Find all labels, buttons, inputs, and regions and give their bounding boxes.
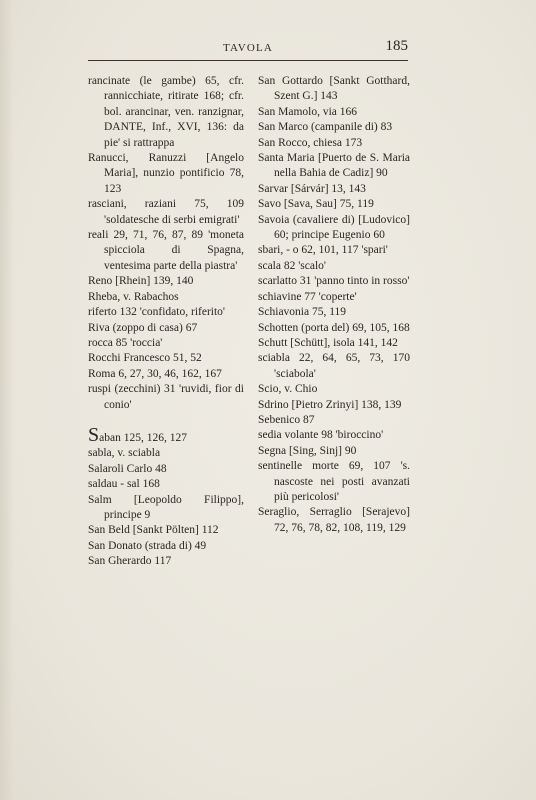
index-column-right (258, 74, 410, 536)
page-header (88, 40, 408, 60)
section-initial-letter: S (88, 423, 100, 446)
index-entry: Santa Maria [Puerto de S. Maria nella Bahia de Cadiz] 90 (258, 152, 410, 180)
index-entry: schiavine 77 'coperte' (258, 290, 357, 303)
index-entry: Roma 6, 27, 30, 46, 162, 167 (88, 367, 222, 380)
running-title: TAVOLA (222, 42, 274, 54)
page-binding-shadow (0, 0, 14, 800)
index-entry: San Mamolo, via 166 (258, 105, 358, 118)
index-entry: saldau - sal 168 (88, 478, 160, 491)
index-entry: Schiavonia 75, 119 (258, 306, 347, 319)
index-entry: San Marco (campanile di) 83 (258, 121, 393, 134)
index-entry (88, 423, 244, 446)
index-entry: sbari, - o 62, 101, 117 'spari' (258, 244, 388, 257)
index-entry: San Rocco, chiesa 173 (258, 136, 363, 149)
index-entry: Reno [Rhein] 139, 140 (88, 275, 194, 288)
index-entry-text: aban 125, 126, 127 (99, 431, 187, 444)
index-entry: rancinate (le gambe) 65, cfr. rannicchiate, ritirate 168; cfr. bol. arancinar, ven. ranzignar, DANTE, Inf., XVI, 136: da pie' si rattrappa (88, 75, 244, 149)
index-entry: Riva (zoppo di casa) 67 (88, 321, 198, 334)
index-entry: sedia volante 98 'biroccino' (258, 429, 384, 442)
index-entry: scala 82 'scalo' (258, 259, 327, 272)
header-rule (88, 60, 408, 61)
index-entry: reali 29, 71, 76, 87, 89 'moneta spicciola di Spagna, ventesima parte della piastra' (88, 229, 244, 272)
index-entry: sentinelle morte 69, 107 's. nascoste nei posti avanzati più pericolosi' (258, 460, 410, 503)
index-entry: Ranucci, Ranuzzi [Angelo Maria], nunzio pontificio 78, 123 (88, 152, 244, 195)
index-entry: Sebenico 87 (258, 413, 315, 426)
index-entry: rasciani, raziani 75, 109 'soldatesche di serbi emigrati' (88, 198, 244, 226)
index-entry: Schutt [Schütt], isola 141, 142 (258, 336, 398, 349)
index-entry: San Donato (strada di) 49 (88, 539, 207, 552)
index-entry: San Gherardo 117 (88, 555, 172, 568)
index-entry: Sarvar [Sárvár] 13, 143 (258, 182, 366, 195)
index-entry: Rocchi Francesco 51, 52 (88, 352, 202, 365)
index-entry: Seraglio, Serraglio [Serajevo] 72, 76, 78, 82, 108, 119, 129 (258, 506, 410, 534)
index-entry: rocca 85 'roccia' (88, 336, 163, 349)
index-entry: riferto 132 'confidato, riferito' (88, 306, 225, 319)
index-entry: San Beld [Sankt Pölten] 112 (88, 524, 219, 537)
index-column-left (88, 74, 244, 570)
index-entry: sciabla 22, 64, 65, 73, 170 'sciabola' (258, 352, 410, 380)
index-entry: Schotten (porta del) 69, 105, 168 (258, 321, 410, 334)
index-entry: Salm [Leopoldo Filippo], principe 9 (88, 493, 244, 521)
index-entry: Sdrino [Pietro Zrinyi] 138, 139 (258, 398, 402, 411)
page-number: 185 (385, 38, 408, 54)
index-entry: Salaroli Carlo 48 (88, 462, 167, 475)
index-entry: sabla, v. sciabla (88, 447, 161, 460)
index-entry: Rheba, v. Rabachos (88, 290, 179, 303)
index-entry: Segna [Sing, Sinj] 90 (258, 444, 357, 457)
index-entry: Savoia (cavaliere di) [Ludovico] 60; principe Eugenio 60 (258, 213, 410, 242)
index-entry: Scio, v. Chio (258, 383, 318, 396)
index-entry: scarlatto 31 'panno tinto in rosso' (258, 275, 410, 288)
index-entry: ruspi (zecchini) 31 'ruvidi, fior di conio' (88, 383, 244, 411)
index-entry: San Gottardo [Sankt Gotthard, Szent G.] 143 (258, 75, 410, 103)
index-entry: Savo [Sava, Sau] 75, 119 (258, 198, 374, 211)
